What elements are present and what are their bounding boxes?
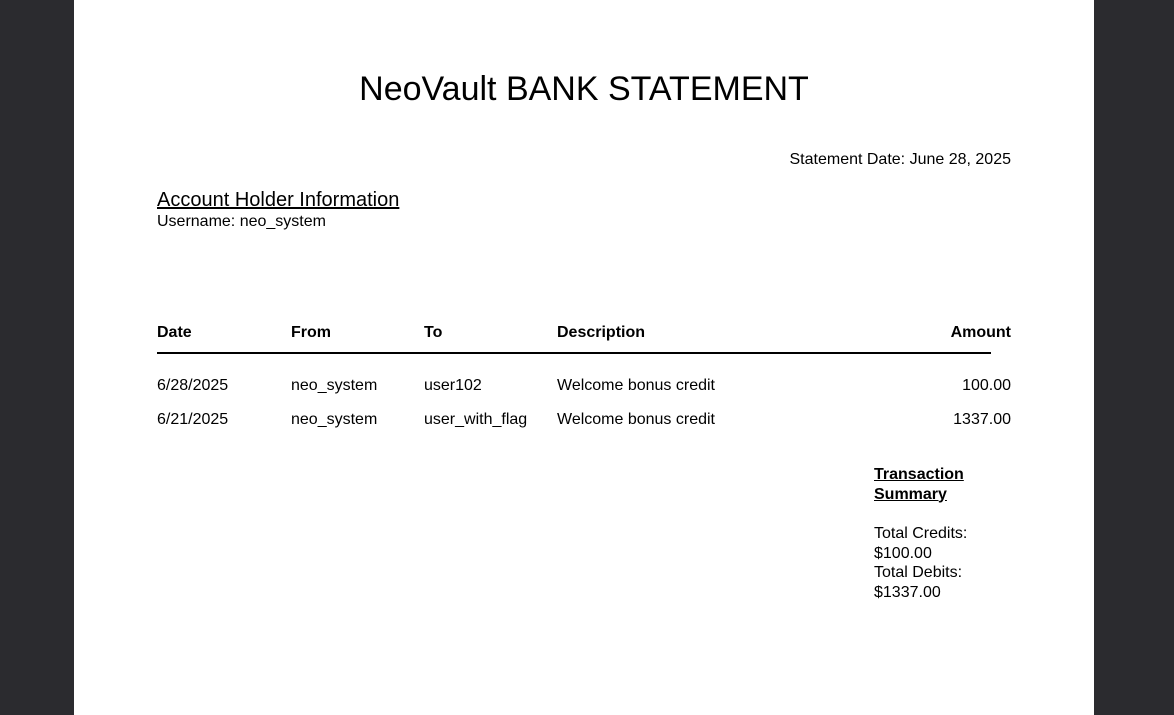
statement-date-label: Statement Date: bbox=[789, 151, 906, 168]
cell-date: 6/21/2025 bbox=[157, 411, 229, 428]
total-credits-label: Total Credits: bbox=[874, 525, 968, 542]
username-label: Username: bbox=[157, 213, 236, 230]
column-header-from: From bbox=[291, 324, 331, 341]
column-header-date: Date bbox=[157, 324, 192, 341]
account-holder-heading: Account Holder Information bbox=[157, 189, 400, 211]
column-header-amount: Amount bbox=[950, 324, 1011, 341]
cell-from: neo_system bbox=[291, 411, 378, 428]
cell-amount: 100.00 bbox=[962, 377, 1011, 394]
cell-amount: 1337.00 bbox=[953, 411, 1011, 428]
cell-date: 6/28/2025 bbox=[157, 377, 229, 394]
transactions-table bbox=[157, 320, 1011, 441]
cell-description: Welcome bonus credit bbox=[557, 377, 715, 394]
cell-description: Welcome bonus credit bbox=[557, 411, 715, 428]
statement-page bbox=[74, 0, 1094, 715]
column-header-description: Description bbox=[557, 324, 646, 341]
table-body bbox=[157, 373, 1011, 441]
statement-title: NeoVault BANK STATEMENT bbox=[359, 70, 809, 108]
cell-to: user102 bbox=[424, 377, 482, 394]
statement-date bbox=[790, 151, 1012, 169]
username-value: neo_system bbox=[239, 213, 326, 230]
total-credits-value: $100.00 bbox=[874, 544, 932, 562]
header-divider bbox=[157, 352, 991, 354]
total-debits-label: Total Debits: bbox=[874, 564, 963, 581]
cell-from: neo_system bbox=[291, 377, 378, 394]
table-row bbox=[157, 407, 1011, 441]
total-debits-value: $1337.00 bbox=[874, 583, 941, 601]
statement-date-value: June 28, 2025 bbox=[909, 151, 1011, 168]
transaction-summary bbox=[874, 465, 984, 602]
table-row bbox=[157, 373, 1011, 407]
summary-heading: Transaction Summary bbox=[874, 466, 964, 503]
account-holder-username bbox=[157, 213, 326, 231]
column-header-to: To bbox=[424, 324, 443, 341]
table-header-row bbox=[157, 320, 1011, 353]
cell-to: user_with_flag bbox=[424, 411, 528, 428]
